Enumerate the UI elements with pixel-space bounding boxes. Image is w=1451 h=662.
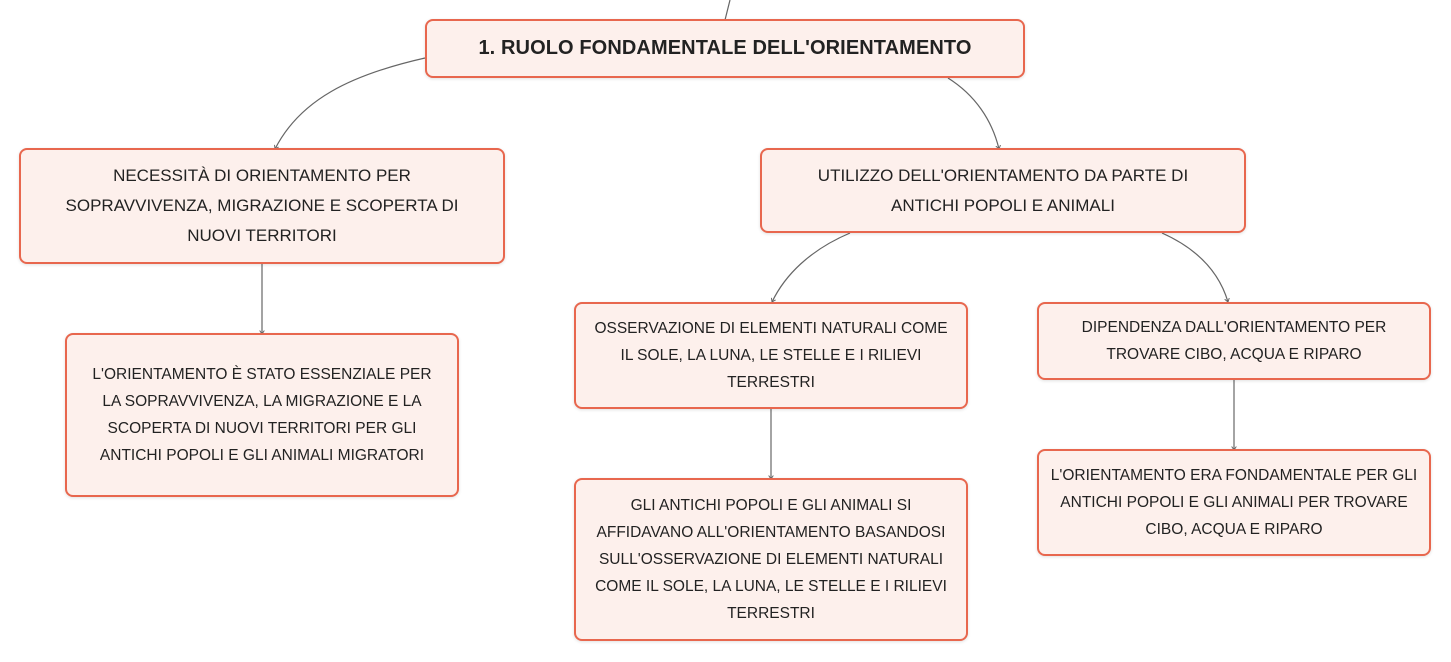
subtopic-essenziale-label: L'ORIENTAMENTO È STATO ESSENZIALE PER LA SOPRAVVIVENZA, LA MIGRAZIONE E LA SCOPERTA DI NUOVI TERRITORI PER GLI ANTICHI POPOLI E GLI ANIMALI MIGRATORI — [92, 366, 432, 464]
subtopic-osservazione-label: OSSERVAZIONE DI ELEMENTI NATURALI COME IL SOLE, LA LUNA, LE STELLE E I RILIEVI TERRESTRI — [594, 320, 948, 391]
topic-utilizzo-label: UTILIZZO DELL'ORIENTAMENTO DA PARTE DI ANTICHI POPOLI E ANIMALI — [817, 165, 1189, 215]
connector-right-subleft — [772, 233, 850, 302]
subtopic-affidavano-orientamento[interactable] — [574, 478, 968, 641]
subtopic-orientamento-essenziale[interactable] — [65, 333, 459, 497]
subtopic-osservazione-elementi[interactable] — [574, 302, 968, 409]
connector-incoming-root — [725, 0, 730, 20]
connector-right-subright — [1162, 233, 1228, 302]
subtopic-dipendenza-orientamento[interactable] — [1037, 302, 1431, 380]
topic-necessita-orientamento[interactable] — [19, 148, 505, 264]
connector-root-right — [948, 78, 999, 149]
connector-root-left — [275, 58, 425, 149]
root-topic-node[interactable] — [425, 19, 1025, 78]
root-topic-label: 1. RUOLO FONDAMENTALE DELL'ORIENTAMENTO — [478, 37, 972, 59]
subtopic-dipendenza-label: DIPENDENZA DALL'ORIENTAMENTO PER TROVARE CIBO, ACQUA E RIPARO — [1081, 319, 1387, 363]
topic-utilizzo-orientamento[interactable] — [760, 148, 1246, 233]
subtopic-orientamento-fondamentale[interactable] — [1037, 449, 1431, 556]
subtopic-affidavano-label: GLI ANTICHI POPOLI E GLI ANIMALI SI AFFIDAVANO ALL'ORIENTAMENTO BASANDOSI SULL'OSSERVAZIONE DI ELEMENTI NATURALI COME IL SOLE, LA LUNA, LE STELLE E I RILIEVI TERRESTRI — [595, 497, 947, 622]
subtopic-fondamentale-label: L'ORIENTAMENTO ERA FONDAMENTALE PER GLI ANTICHI POPOLI E GLI ANIMALI PER TROVARE CIBO, ACQUA E RIPARO — [1050, 467, 1418, 538]
topic-necessita-label: NECESSITÀ DI ORIENTAMENTO PER SOPRAVVIVENZA, MIGRAZIONE E SCOPERTA DI NUOVI TERRITORI — [65, 166, 459, 245]
